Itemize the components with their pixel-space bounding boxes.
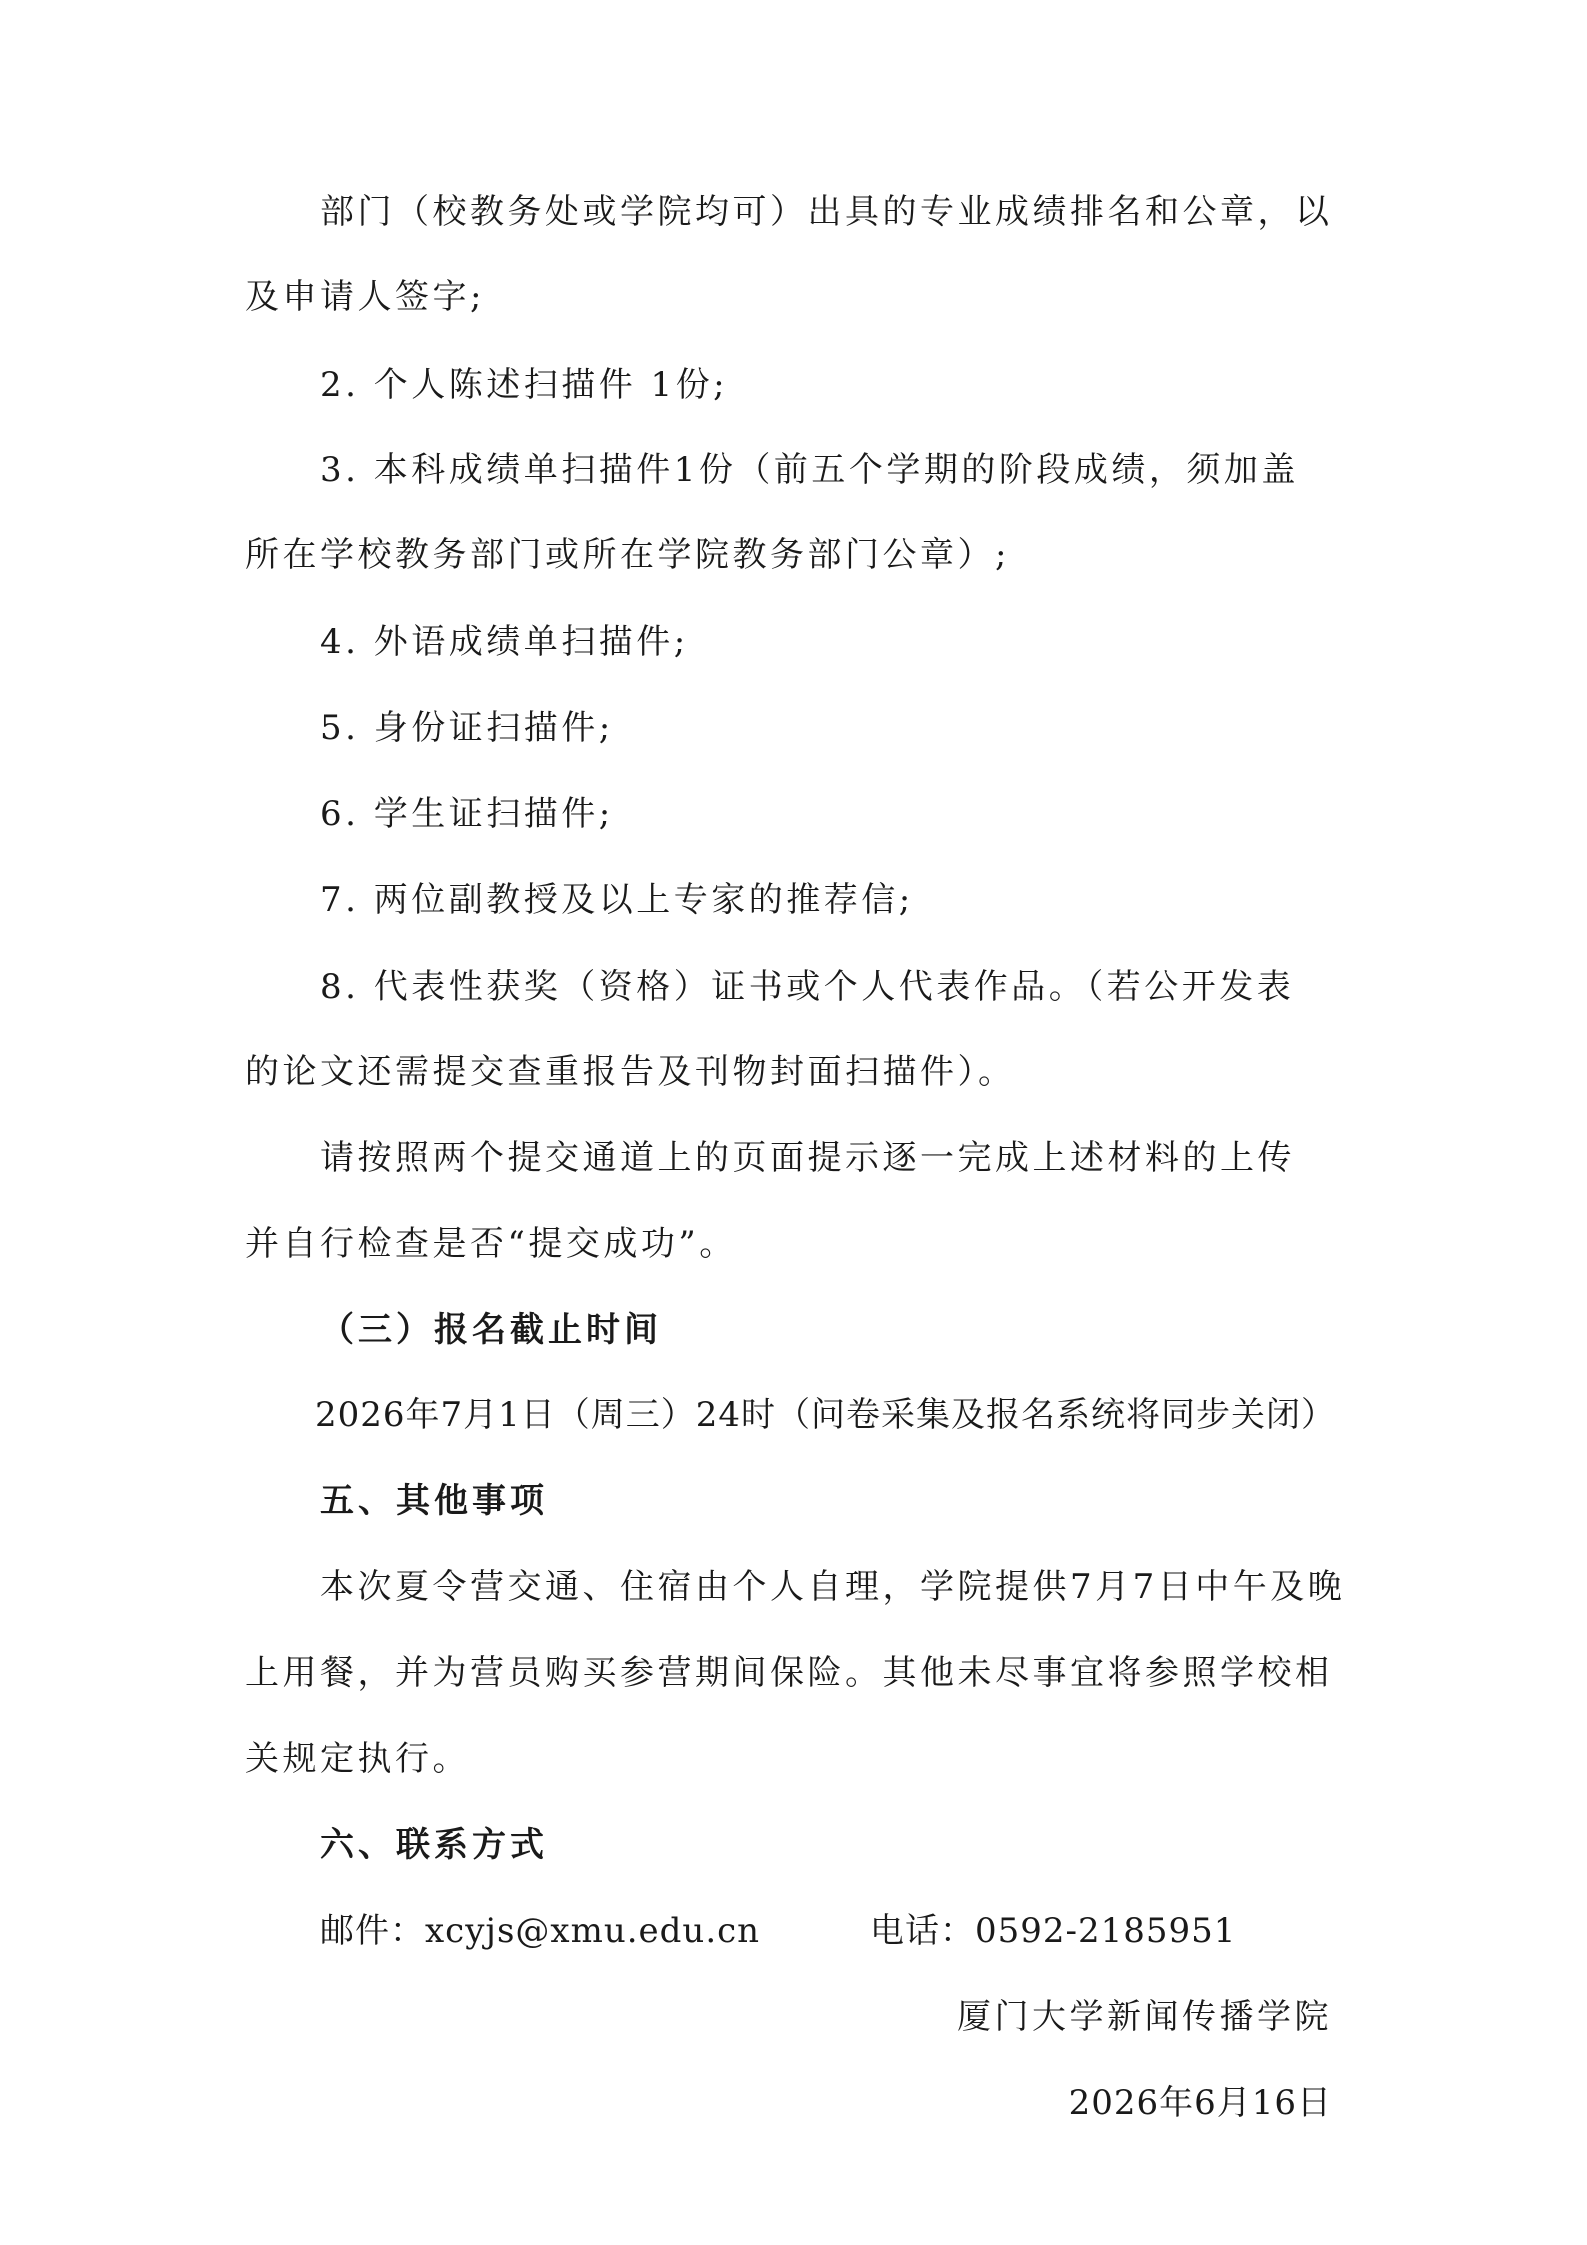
list-item-8-continued: 的论文还需提交查重报告及刊物封面扫描件）。 [245,1052,1016,1092]
list-item-4: 4. 外语成绩单扫描件; [320,622,689,662]
list-item-3: 3. 本科成绩单扫描件1份（前五个学期的阶段成绩，须加盖 [320,450,1299,490]
instruction-line-2: 并自行检查是否“提交成功”。 [245,1224,737,1264]
list-item-5: 5. 身份证扫描件; [320,708,614,748]
section-heading-deadline: （三）报名截止时间 [320,1310,662,1350]
instruction-line-1: 请按照两个提交通道上的页面提示逐一完成上述材料的上传 [320,1138,1295,1178]
section-heading-contact: 六、联系方式 [320,1825,548,1865]
other-paragraph-line-2: 上用餐，并为营员购买参营期间保险。其他未尽事宜将参照学校相 [245,1653,1333,1693]
signature-organization: 厦门大学新闻传播学院 [957,1997,1332,2037]
other-paragraph-line-3: 关规定执行。 [245,1739,470,1779]
signature-date: 2026年6月16日 [1068,2083,1332,2123]
paragraph-line-2: 及申请人签字; [245,277,485,317]
list-item-3-continued: 所在学校教务部门或所在学院教务部门公章）; [245,535,1010,575]
list-item-2: 2. 个人陈述扫描件 1份; [320,365,729,405]
contact-email: 邮件：xcyjs@xmu.edu.cn [320,1911,761,1951]
list-item-8: 8. 代表性获奖（资格）证书或个人代表作品。（若公开发表 [320,967,1295,1007]
contact-phone: 电话：0592-2185951 [870,1911,1237,1951]
deadline-text: 2026年7月1日（周三）24时（问卷采集及报名系统将同步关闭） [315,1395,1337,1435]
paragraph-line-1: 部门（校教务处或学院均可）出具的专业成绩排名和公章，以 [320,192,1333,232]
list-item-6: 6. 学生证扫描件; [320,794,614,834]
other-paragraph-line-1: 本次夏令营交通、住宿由个人自理，学院提供7月7日中午及晚 [320,1567,1346,1607]
section-heading-other: 五、其他事项 [320,1481,548,1521]
list-item-7: 7. 两位副教授及以上专家的推荐信; [320,880,914,920]
